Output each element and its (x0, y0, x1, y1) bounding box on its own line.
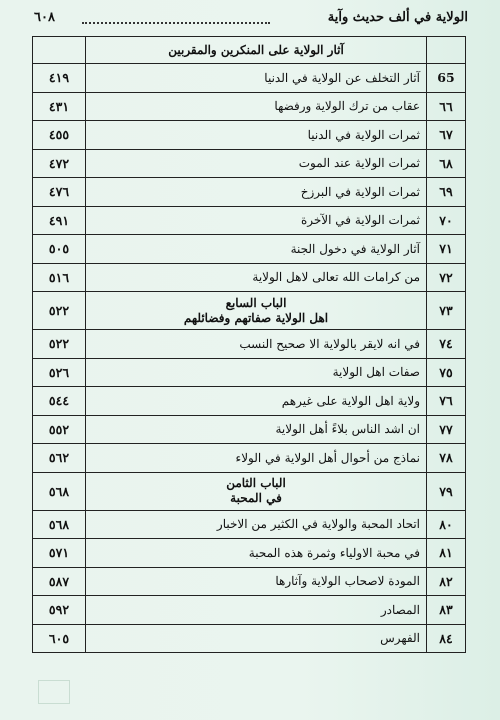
entry-number: ٧٨ (427, 444, 466, 473)
entry-number: ٧٤ (427, 330, 466, 359)
chapter-row[interactable] (33, 472, 466, 510)
entry-title: ولاية اهل الولاية على غيرهم (86, 387, 427, 416)
entry-page: ٥١٦ (33, 263, 86, 292)
entry-number: ٧٩ (427, 472, 466, 510)
entry-number: ٦٩ (427, 178, 466, 207)
entry-page: ٥٨٧ (33, 567, 86, 596)
toc-row[interactable] (33, 92, 466, 121)
entry-number: ٨٢ (427, 567, 466, 596)
entry-number: ٨٣ (427, 596, 466, 625)
entry-number: ٧١ (427, 235, 466, 264)
entry-title: آثار التخلف عن الولاية في الدنيا (86, 64, 427, 93)
chapter-subtitle: في المحبة (230, 491, 282, 505)
entry-title: عقاب من ترك الولاية ورفضها (86, 92, 427, 121)
dotted-leader (82, 22, 270, 24)
entry-title: اتحاد المحبة والولاية في الكثير من الاخبار (86, 510, 427, 539)
entry-page: ٥٦٨ (33, 510, 86, 539)
entry-number: ٦٦ (427, 92, 466, 121)
entry-page: ٥٢٢ (33, 292, 86, 330)
entry-number: 65 (427, 64, 466, 93)
entry-page: ٥٦٨ (33, 472, 86, 510)
page-number: ٦٠٨ (34, 10, 55, 25)
entry-title: ثمرات الولاية عند الموت (86, 149, 427, 178)
entry-number: ٧٢ (427, 263, 466, 292)
entry-title: في انه لايقر بالولاية الا صحيح النسب (86, 330, 427, 359)
toc-row[interactable] (33, 235, 466, 264)
toc-row[interactable] (33, 263, 466, 292)
entry-number: ٦٨ (427, 149, 466, 178)
toc-row[interactable] (33, 358, 466, 387)
entry-page: ٦٠٥ (33, 624, 86, 653)
entry-number: ٦٧ (427, 121, 466, 150)
faint-bleed-through-mark (38, 680, 70, 704)
entry-title: الفهرس (86, 624, 427, 653)
chapter-title (86, 292, 427, 330)
chapter-row[interactable] (33, 292, 466, 330)
entry-number: ٨١ (427, 539, 466, 568)
entry-page: ٤٥٥ (33, 121, 86, 150)
entry-page: ٥٥٢ (33, 415, 86, 444)
entry-title: ان اشد الناس بلاءً أهل الولاية (86, 415, 427, 444)
entry-number: ٧٥ (427, 358, 466, 387)
entry-page: ٥٧١ (33, 539, 86, 568)
toc-row[interactable] (33, 64, 466, 93)
entry-number: ٨٤ (427, 624, 466, 653)
toc-row[interactable] (33, 539, 466, 568)
entry-page: ٥٤٤ (33, 387, 86, 416)
toc-row[interactable] (33, 121, 466, 150)
entry-number: ٨٠ (427, 510, 466, 539)
toc-row[interactable] (33, 387, 466, 416)
entry-page: ٤٧٦ (33, 178, 86, 207)
chapter-label: الباب الثامن (226, 476, 286, 490)
chapter-subtitle: اهل الولاية صفاتهم وفضائلهم (183, 310, 329, 325)
entry-title: ثمرات الولاية في البرزخ (86, 178, 427, 207)
entry-title: نماذج من أحوال أهل الولاية في الولاء (86, 444, 427, 473)
toc-row[interactable] (33, 178, 466, 207)
chapter-label: الباب السابع (225, 295, 287, 310)
table-of-contents (32, 36, 466, 653)
entry-title: من كرامات الله تعالى لاهل الولاية (86, 263, 427, 292)
entry-title: ثمرات الولاية في الدنيا (86, 121, 427, 150)
entry-page: ٥٦٢ (33, 444, 86, 473)
entry-page: ٤١٩ (33, 64, 86, 93)
entry-title: صفات اهل الولاية (86, 358, 427, 387)
entry-page: ٥٠٥ (33, 235, 86, 264)
toc-row[interactable] (33, 206, 466, 235)
entry-title: ثمرات الولاية في الآخرة (86, 206, 427, 235)
entry-page: ٤٩١ (33, 206, 86, 235)
entry-page: ٤٧٢ (33, 149, 86, 178)
entry-title: آثار الولاية في دخول الجنة (86, 235, 427, 264)
section-heading: آثار الولاية على المنكرين والمقربين (86, 37, 427, 64)
toc-row[interactable] (33, 510, 466, 539)
toc-row[interactable] (33, 567, 466, 596)
entry-page: ٥٢٢ (33, 330, 86, 359)
toc-row[interactable] (33, 624, 466, 653)
entry-number: ٧٧ (427, 415, 466, 444)
entry-page: ٤٣١ (33, 92, 86, 121)
book-title: الولاية في ألف حديث وآية (327, 10, 468, 25)
toc-row[interactable] (33, 415, 466, 444)
entry-title: المودة لاصحاب الولاية وآثارها (86, 567, 427, 596)
toc-row[interactable] (33, 330, 466, 359)
entry-page: ٥٢٦ (33, 358, 86, 387)
toc-row[interactable] (33, 444, 466, 473)
section-heading-row (33, 37, 466, 64)
chapter-title (86, 472, 427, 510)
entry-title: المصادر (86, 596, 427, 625)
entry-number: ٧٣ (427, 292, 466, 330)
entry-page: ٥٩٢ (33, 596, 86, 625)
running-header (30, 8, 470, 30)
toc-row[interactable] (33, 596, 466, 625)
entry-number: ٧٦ (427, 387, 466, 416)
toc-row[interactable] (33, 149, 466, 178)
entry-number: ٧٠ (427, 206, 466, 235)
entry-title: في محبة الاولياء وثمرة هذه المحبة (86, 539, 427, 568)
